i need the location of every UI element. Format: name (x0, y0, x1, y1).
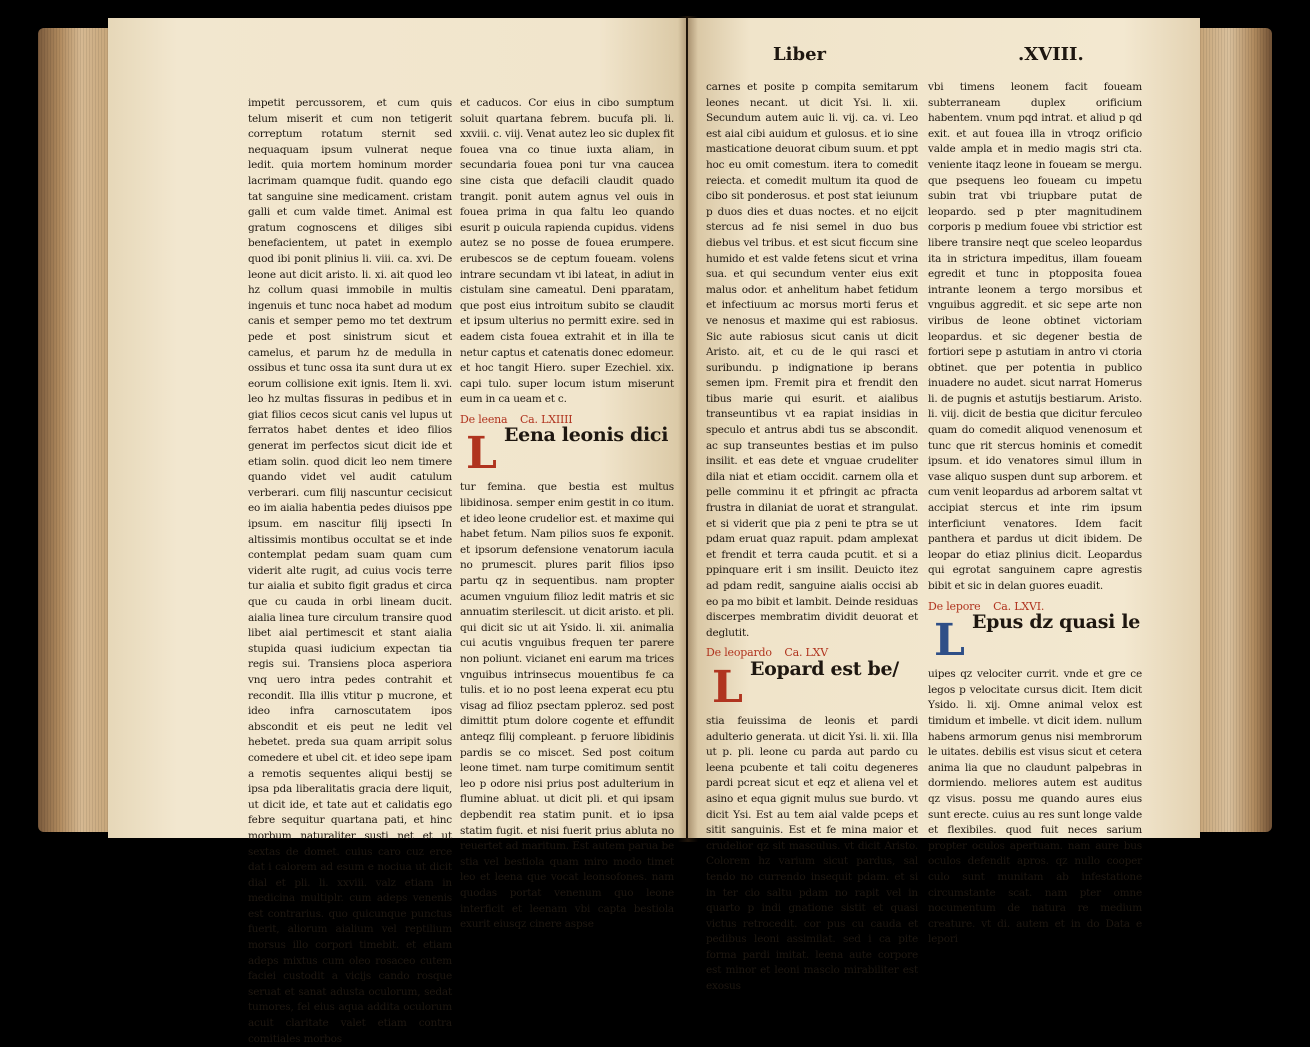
right-col2-top-text: vbi timens leonem facit foueam subterraneam duplex orificium habentem. vnum pqd intrat. et aliud p qd exit. et aut fouea illa in vtroqz orificio valde ampla et in medio magis stri cta. veniente itaqz leone in foueam se mergu. que psequens leo foueam cu impetu subin trat vbi triupbare putat de leopardo. sed p pter magnitudinem corporis p medium fouee vbi strictior est libere transire neqt que sceleo leopardus ita in strictura impeditus, illam foueam egredit et tunc in ptopposita fouea intrante leonem a tergo morsibus et vnguibus aggredit. et sic sepe arte non viribus de leone obtinet victoriam leopardus. et sic degener bestia de fortiori sepe p astutiam in antro vi ctoria obtinet. que per potentia in publico inuadere no audet. sicut narrat Homerus li. de pugnis et astutijs bestiarum. Aristo. li. viij. dicit de bestia que dicitur ferculeo quam do comedit aliquod venenosum et tunc que rit stercus hominis et comedit ipsum. et ido venatores simul illum in vase aliquo suspen dunt sup arborem. et cum venit leopardus ad arborem saltat vt accipiat stercus et inte rim ipsum interficiunt venatores. Idem facit panthera et pardus ut dicit ibidem. De leopar do etiaz plinius dicit. Leopardus qui egrotat sanguinem capre agrestis bibit et sic in delan guores euadit. (928, 81, 1142, 592)
left-column-1 (248, 96, 452, 1047)
chapter-title: Epus dz quasi le (972, 611, 1141, 634)
left-column-2 (460, 96, 674, 933)
left-col2-bottom-text: tur femina. que bestia est multus libidinosa. semper enim gestit in co itum. et ideo leone crudelior est. et maxime qui habet fetum. Nam pilios suos fe exponit. et ipsorum defensione venatorum iacula no prumescit. plures parit filios ipso partu qz in sequentibus. nam propter acumen vnguium filioz ledit matris et sic annuatim sterilescit. ut dicit aristo. et pli. qui dicit sic ut ait Ysido. li. xii. animalia cui acutis vnguibus frequen ter parere non poliunt. vicianet eni earum ma trices vnguibus intrinsecus mouentibus fe ca tulis. et io no post leena experat ecu ptu visag ad filioz psectam ppleroz. sed post dimittit ptum dolore cogente et effundit anteqz filij compleant. p feruore libidinis pardis se co miscet. Sed post coitum leone timet. nam turpe comitimum sentit leo p odore nisi prius post adulterium in flumine abluat. ut dicit pli. et qui ipsam depbendit rea statim punit. et io ipsa statim fugit. et nisi fuerit prius abluta no reuertet ad maritum. Est autem parua be stia vel bestiola quam miro modo timet leo et leena que vocat leonsofones. nam quodas portat venenum quo leone interficit et leenam vbi capta bestiola exurit eiusqz cinere aspse (460, 481, 674, 931)
left-col2-top-text: et caducos. Cor eius in cibo sumptum soluit quartana febrem. bucufa pli. li. xxviii. c. viij. Venat autez leo sic duplex fit fouea vna co tinue iuxta aliam, in secundaria fouea poni tur vna caucea sine cista que defacili claudit quado trangit. ponit autem agnus vel ouis in fouea prima in qua faltu leo quando esurit p ouicula rapienda cupidus. videns autez se no posse de fouea erumpere. erubescos se de ceptum foueam. volens intrare secundam vt ibi lateat, in adiut in cistulam sine cameatul. Deni pparatam, que post eius introitum subito se claudit et ipsum ulterius no permitt exire. sed in eadem cista fouea extrahit et in illa te netur captus et catenatis donec edomeur. et hoc tangit Hiero. super Ezechiel. xix. capi tulo. super locum istum miserunt eum in ca ueam et c. (460, 97, 674, 406)
chapter-opening-leopardo (706, 657, 918, 714)
section-label: De leopardo (706, 646, 772, 660)
right-column-1 (706, 80, 918, 995)
chapter-number: Ca. LXV (784, 646, 829, 660)
right-col1-bottom-text: stia feuissima de leonis et pardi adulterio generata. ut dicit Ysi. li. xii. Illa ut p. pli. leone cu parda aut pardo cu leena pcubente et tali coitu degeneres pardi pcreat sicut et eqz et aliena vel et asino et equa gignit mulus sue burdo. vt dicit Ysi. Est au tem aial valde pceps et sitit sanguinis. Est et fe mina maior et crudelior qz sit masculus. vt dicit Aristo. Colorem hz varium sicut pardus, sal tendo no currendo insequit pdam. et si in ter cio saltu pdam no rapit vel in quarto p indi gnatione sistit et quasi victus retrocedit. cor pus cu cauda et pedibus leoni assimilat. sed i ca pite forma pardi imitat. leena aute corpore est minor et leoni masclo mirabiliter est exosus (706, 714, 918, 993)
chapter-title: Eena leonis dici (504, 424, 669, 447)
right-col1-top-text: carnes et posite p compita semitarum leones necant. ut dicit Ysi. li. xii. Secundum autem auic li. vij. ca. vi. Leo est aial cibi auidum et gulosus. et io sine masticatione deuorat cibum suum. et ppt hoc eu omit comestum. itera to comedit reiecta. et comedit multum ita quod de cibo sit ponderosus. et post stat ieiunum p duos dies et duas noctes. et no eijcit stercus ad fe nisi semel in duo bus diebus vel tribus. et est sicut ficcum sine humido et est valde fetens sicut et vrina sua. et qui secundum venter eius exit malus odor. et anhelitum habet fetidum et infectiuum ac morsus morti ferus et ve nenosus et maxime qui est rabiosus. Sic aute rabiosus sicut canis ut dicit Aristo. ait, et cu de le qui rasci et suribundu. p indignatione ip berans semen ipm. Fremit pira et frendit den tibus marie qui esurit. et aialibus transeuntibus vt ea rapiat insidias in speculo et antrus abdi tus se abscondit. ac sup transeuntes bestias et im pulso insilit. et eas dete et vnguae crudeliter dila niat et etiam occidit. carnem olla et pelle comminu it et pfringit ac pfracta frustra in dilaniat de uorat et strangulat. et si viderit que pia z peni te ptra se ut pdam eruat quaz rapuit. pdam amplexat et frendit et terra cauda pcutit. et si a ppinquare erit i sm insilit. Deuicto itez ad pdam redit, sanguine aialis occisi ab eo pa mo bibit et lambit. Deinde residuas discerpes membratim dividit deuorat et deglutit. (706, 81, 918, 639)
chapter-opening-lepore (928, 611, 1142, 667)
left-col1-text: impetit percussorem, et cum quis telum miserit et cum non tetigerit correptum rotatum sternit sed nequaquam ipsum vulnerat neque ledit. quia mortem hominum morder lacrimam quamque fudit. quando ego tat sanguine sine medicament. cristam galli et cum valde timet. Animal est gratum cognoscens et diliges sibi benefacientem, ut patet in exemplo quod ibi ponit plinius li. viii. ca. xvi. De leone aut dicit aristo. li. xi. ait quod leo hz collum quasi immobile in multis ingenuis et tunc noca habet ad modum canis et semper pemo mo tet dextrum pede et post sinistrum sicut et camelus, et parum hz de medulla in ossibus et tunc ossa ita sunt dura ut ex eorum collisione exit ignis. Item li. xvi. leo hz multas fissuras in pedibus et in giat filios cecos sicut canis vel lupus ut ferratos habet dentes et ideo filios generat im perfectos sicut dicit ide et etiam solin. quod dicit leo nem timere quando videt vel audit catulum verberari. cum filij nascuntur cecisicut eo im aialia habentia pedes diuisos ppe ipsum. em nascitur filij ipsecti In altissimis montibus occultat se et inde contemplat pedam suam quam cum viderit alte rugit, ad cuius vocis terre tur aialia et subito figit gradus et circa que cu cauda in orbi lineam ducit. aialia linea ture circulum transire quod libet aial pertimescit et stant aialia stupida quasi iudicium expectan tia regis sui. Transiens ploca asperiora vnq uero intra pedes contrahit et recondit. Illa illis vtitur p mucrone, et ideo infra carnoscutatem ipos abscondit et eis peut ne ledit vel hebetet. preda sua quam arripit solus comedere et ubel cit. et ideo sepe ipam a remotis sequentes aliqui bestij se ipsa pda liberalitatis gracia dere liquit, ut dicit ide, et tate aut et calidatis ego febre sequitur quartana pati, et hinc morbum naturaliter susti net et ut sextas de domet. cuius caro cuz erce dat i calorem ad esum e nociua ut dicit dial et pli. li. xxviii. valz etiam in medicina multiplr. cum adeps venenis est contrarius. quo quicunque punctus fuerit, aliorum aialium vel reptilium morsus illo corpori timebit. et etiam adeps mixtus cum oleo rosaceo cutem faciei custodit a vicijs cando rosque seruat et sanat adusta oculorum, sedat tumores, fel eius aqua addita oculorum acuit claritate valet etiam contra comitiales morbos (248, 97, 452, 1045)
red-initial-L: L (466, 428, 497, 480)
open-book (38, 16, 1272, 1045)
right-column-2 (928, 80, 1142, 948)
chapter-number: Ca. LXIIII (519, 412, 573, 426)
red-initial-L: L (712, 661, 743, 713)
book-gutter (678, 16, 698, 842)
running-title-book-number: .XVIII. (1018, 44, 1084, 65)
right-col2-bottom-text: uipes qz velociter currit. vnde et gre ce legos p velocitate cursus dicit. Item dicit Ysido. li. xij. Omne animal velox est timidum et imbelle. vt dicit idem. nullum habens armorum genus nisi membrorum le uitates. debilis est visus sicut et cetera anima lia que no claudunt palpebras in dormiendo. meliores autem est auditus qz visus. possu me quando aures eius sunt erecte. cuius au res sunt longe valde et flexibiles. quod fuit neces sarium propter oculos apertuam. nam aure bus oculos defendit apros. qz nullo cooper culo sunt munitam ab infestatione circumstante scat. nam pter omne nocumentum de natura re medium creature. vt di. autem et in do Data e lepori (928, 668, 1142, 946)
chapter-opening-leena (460, 424, 674, 480)
chapter-title: Eopard est be/ (750, 657, 899, 680)
section-label: De lepore (928, 599, 981, 613)
blue-initial-L: L (934, 615, 965, 667)
left-page-edges (38, 28, 110, 832)
left-page (108, 18, 686, 1045)
right-page-edges (1200, 28, 1272, 832)
running-title-liber: Liber (773, 44, 827, 65)
chapter-number: Ca. LXVI. (993, 599, 1045, 613)
section-label: De leena (460, 412, 508, 426)
right-page (688, 18, 1200, 993)
